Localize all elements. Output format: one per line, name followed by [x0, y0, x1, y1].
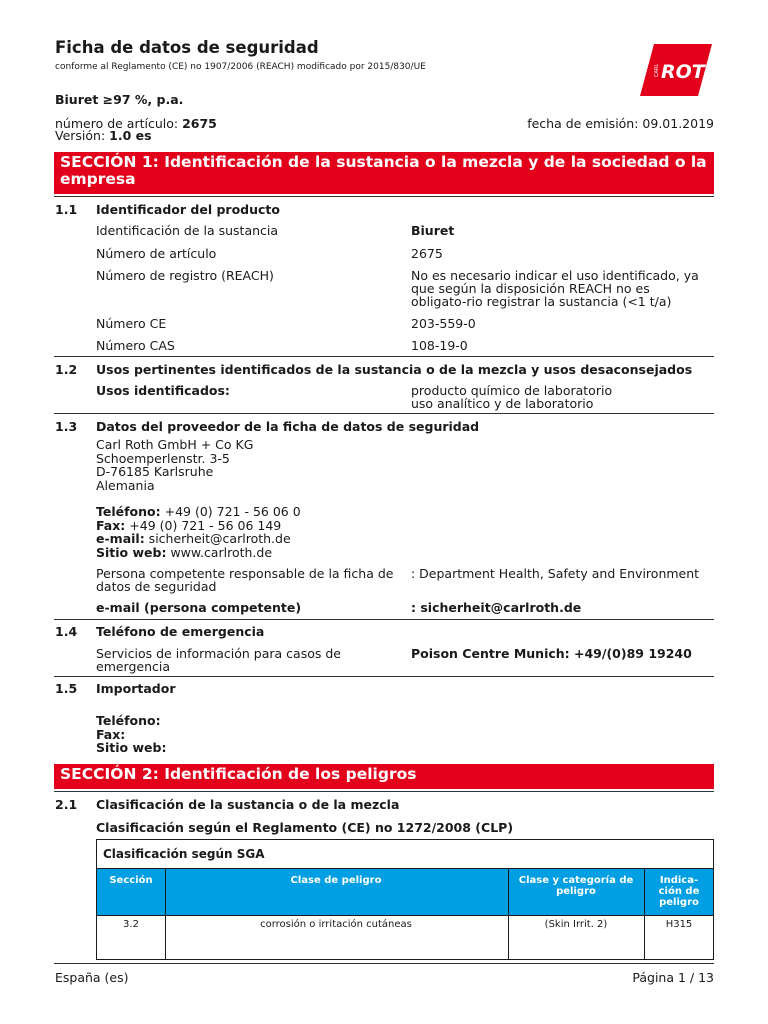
section-divider	[54, 791, 714, 792]
subsection-number: 1.5	[55, 681, 78, 696]
column-header: Sección	[109, 875, 153, 886]
footer-divider	[54, 963, 714, 964]
column-header: Clase y categoría de peligro	[518, 875, 634, 897]
classification-regulation: Clasificación según el Reglamento (CE) no 1272/2008 (CLP)	[96, 820, 514, 835]
table-header-row	[97, 868, 713, 916]
field-label: Usos identificados:	[96, 383, 230, 398]
field-label: Número CE	[96, 316, 167, 331]
table-column-divider	[165, 868, 166, 960]
product-name: Biuret ≥97 %, p.a.	[55, 92, 184, 107]
field-label: Número de artículo	[96, 246, 217, 261]
field-label: Número de registro (REACH)	[96, 268, 274, 283]
table-cell: H315	[665, 919, 693, 930]
section-divider	[54, 196, 714, 197]
subsection-heading: Usos pertinentes identificados de la sustancia o de la mezcla y usos desaconsejados	[96, 362, 693, 377]
importer-contact: Teléfono: Fax: Sitio web:	[96, 713, 167, 755]
version: Versión: 1.0 es	[55, 128, 152, 143]
logo-roth-text: ROTH	[661, 61, 721, 83]
field-value: No es necesario indicar el uso identificado, ya que según la disposición REACH no es obligato-rio registrar la sustancia (<1 t/a)	[411, 268, 699, 309]
table-column-divider	[644, 868, 645, 960]
field-value: producto químico de laboratorio uso analítico y de laboratorio	[411, 383, 613, 411]
table-cell: (Skin Irrit. 2)	[544, 919, 608, 930]
field-value: : sicherheit@carlroth.de	[411, 600, 582, 615]
carl-roth-logo	[640, 40, 721, 96]
supplier-contact: Teléfono: +49 (0) 721 - 56 06 0 Fax: +49 (0) 721 - 56 06 149 e-mail: sicherheit@carlroth.de Sitio web: www.carlroth.de	[96, 504, 301, 560]
section-divider	[54, 413, 714, 414]
article-number: número de artículo: 2675	[55, 116, 217, 131]
field-value: Biuret	[411, 223, 455, 238]
section-divider	[54, 356, 714, 357]
subsection-number: 1.3	[55, 419, 78, 434]
subsection-number: 2.1	[55, 797, 78, 812]
subsection-heading: Clasificación de la sustancia o de la mezcla	[96, 797, 400, 812]
field-label: Identificación de la sustancia	[96, 223, 279, 238]
logo-carl-text: CARL	[654, 63, 660, 77]
field-label: e-mail (persona competente)	[96, 600, 302, 615]
supplier-address: Carl Roth GmbH + Co KG Schoemperlenstr. 3-5 D-76185 Karlsruhe Alemania	[96, 437, 254, 493]
document-title: Ficha de datos de seguridad	[55, 38, 319, 57]
section-divider	[54, 676, 714, 677]
email-link[interactable]: sicherheit@carlroth.de	[144, 531, 291, 546]
footer-country: España (es)	[55, 970, 129, 985]
logo-registered: ®	[701, 47, 708, 55]
subsection-heading: Datos del proveedor de la ficha de datos de seguridad	[96, 419, 480, 434]
field-value: 108-19-0	[411, 338, 468, 353]
subsection-number: 1.1	[55, 202, 78, 217]
section-divider	[54, 619, 714, 620]
page-number: Página 1 / 13	[632, 970, 714, 985]
subsection-heading: Identificador del producto	[96, 202, 280, 217]
table-caption: Clasificación según SGA	[103, 847, 265, 861]
field-label: Servicios de información para casos de emergencia	[96, 646, 341, 674]
subsection-heading: Teléfono de emergencia	[96, 624, 265, 639]
table-cell: 3.2	[123, 919, 139, 930]
section-1-title: SECCIÓN 1: Identificación de la sustancia o la mezcla y de la sociedad o la empresa	[54, 152, 714, 194]
field-label: Persona competente responsable de la ficha de datos de seguridad	[96, 566, 394, 594]
column-header: Clase de peligro	[290, 875, 382, 886]
issue-date: fecha de emisión: 09.01.2019	[527, 116, 714, 131]
subsection-heading: Importador	[96, 681, 176, 696]
subsection-number: 1.4	[55, 624, 78, 639]
field-value: 2675	[411, 246, 443, 261]
field-value: : Department Health, Safety and Environment	[411, 566, 700, 581]
website-link[interactable]: www.carlroth.de	[166, 544, 273, 560]
field-value: Poison Centre Munich: +49/(0)89 19240	[411, 646, 692, 661]
field-label: Número CAS	[96, 338, 175, 353]
field-value: 203-559-0	[411, 316, 476, 331]
section-2-title: SECCIÓN 2: Identificación de los peligros	[54, 764, 714, 789]
column-header: Indica-ción de peligro	[658, 875, 700, 908]
table-column-divider	[508, 868, 509, 960]
ghs-classification-table	[96, 839, 714, 960]
table-cell: corrosión o irritación cutáneas	[260, 919, 412, 930]
subsection-number: 1.2	[55, 362, 78, 377]
regulation-subtitle: conforme al Reglamento (CE) no 1907/2006 (REACH) modificado por 2015/830/UE	[55, 62, 426, 72]
